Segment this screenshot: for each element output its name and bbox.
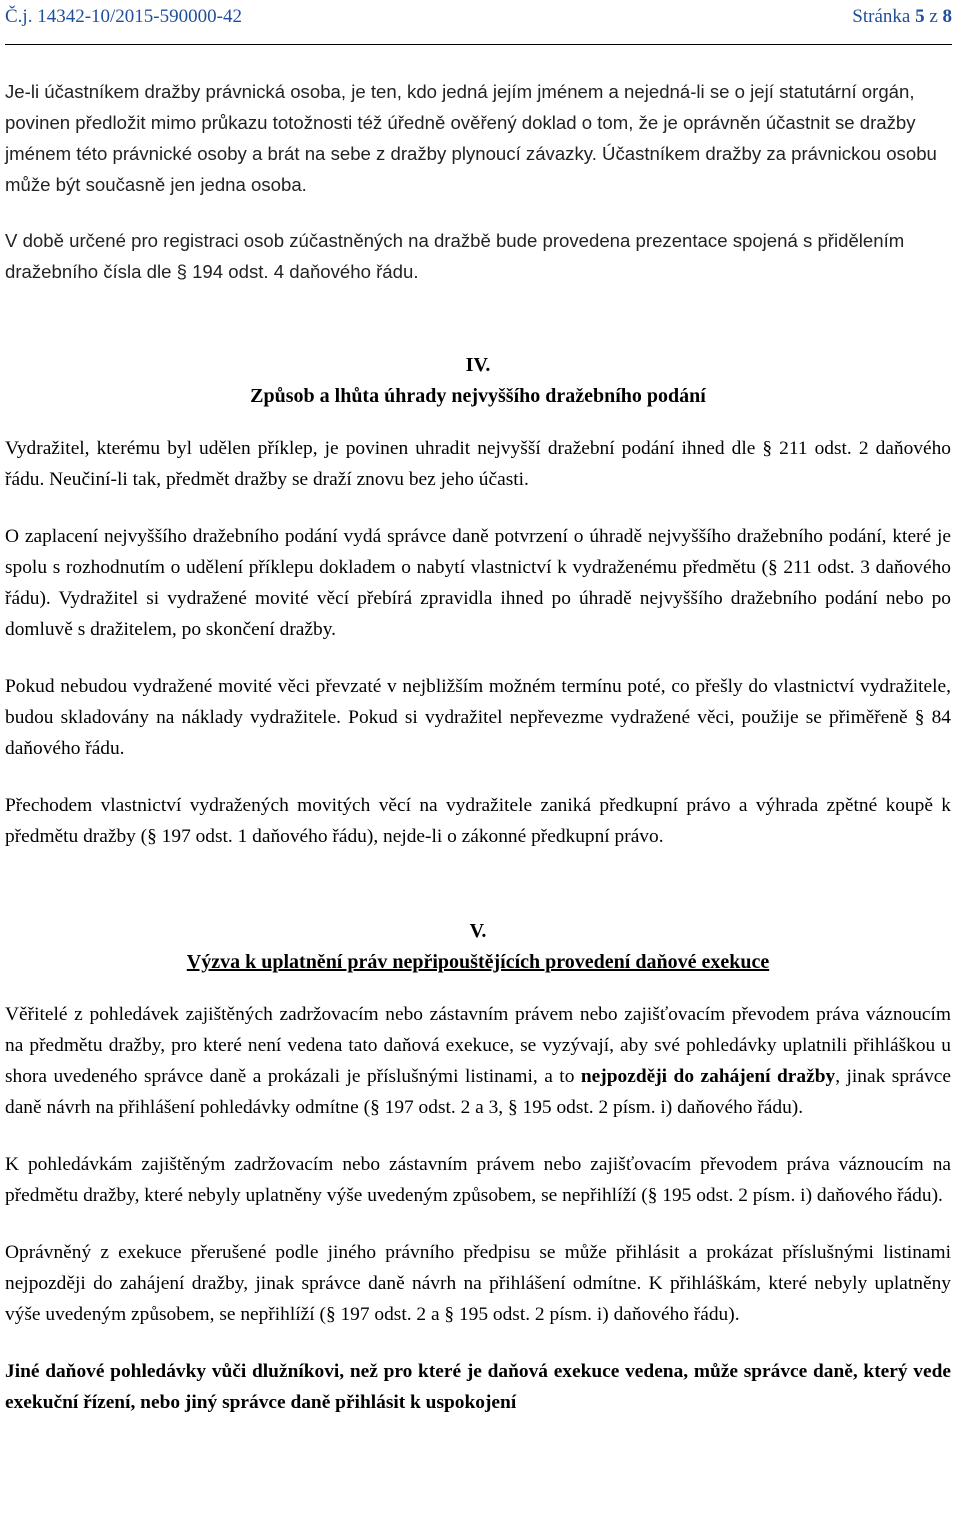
paragraph-interrupted-execution: Oprávněný z exekuce přerušené podle jiného právního předpisu se může přihlásit a prokázat příslušnými listinami nejpozději do zahájení dražby, jinak správce daně návrh na přihlášení odmítne. K přihláškám, které nebyly uplatněny výše uvedeným způsobem, se nepřihlíží (§ 197 odst. 2 a § 195 odst. 2 písm. i) daňového řádu). <box>5 1242 951 1325</box>
paragraph-storage: Pokud nebudou vydražené movité věci převzaté v nejbližším možném termínu poté, co přešly do vlastnictví vydražitele, budou skladovány na náklady vydražitele. Pokud si vydražitel nepřevezme vydražené věci, použije se přiměřeně § 84 daňového řádu. <box>5 676 951 759</box>
paragraph-payment-deadline: Vydražitel, kterému byl udělen příklep, je povinen uhradit nejvyšší dražební podání ihned dle § 211 odst. 2 daňového řádu. Neučiní-li tak, předmět dražby se draží znovu bez jeho účasti. <box>5 438 951 490</box>
page-header <box>5 0 952 45</box>
section-v-number: V. <box>469 920 487 942</box>
section-v-title: Výzva k uplatnění práv nepřipouštějících provedení daňové exekuce <box>186 951 770 973</box>
page-label: Stránka <box>852 6 916 27</box>
page-of-label: z <box>924 6 943 27</box>
paragraph-registration: V době určené pro registraci osob zúčastněných na dražbě bude provedena prezentace spojená s přidělením dražebního čísla dle § 194 odst. 4 daňového řádu. <box>5 230 905 282</box>
document-body <box>5 76 951 1418</box>
deadline-emphasis: nejpozději do zahájení dražby <box>580 1066 836 1087</box>
document-reference: Č.j. 14342-10/2015-590000-42 <box>5 6 242 27</box>
page-total: 8 <box>942 6 952 27</box>
page-number: 5 <box>915 6 925 27</box>
section-v-heading <box>5 916 951 978</box>
paragraph-other-tax-claims: Jiné daňové pohledávky vůči dlužníkovi, než pro které je daňová exekuce vedena, může správce daně, který vede exekuční řízení, nebo jiný správce daně přihlásit k uspokojení <box>5 1361 951 1413</box>
page-indicator <box>852 6 952 28</box>
paragraph-secured-claims: K pohledávkám zajištěným zadržovacím nebo zástavním právem nebo zajišťovacím převodem práva váznoucím na předmětu dražby, které nebyly uplatněny výše uvedeným způsobem, se nepřihlíží (§ 195 odst. 2 písm. i) daňového řádu). <box>5 1154 951 1206</box>
paragraph-creditors-call: Věřitelé z pohledávek zajištěných zadržovacím nebo zástavním právem nebo zajišťovacím převodem práva váznoucím na předmětu dražby, pro které není vedena tato daňová exekuce, se vyzývají, aby své pohledávky uplatnili přihláškou u shora uvedeného správce daně a prokázali je příslušnými listinami, a to nejpozději do zahájení dražby, jinak správce daně návrh na přihlášení pohledávky odmítne (§ 197 odst. 2 a 3, § 195 odst. 2 písm. i) daňového řádu). <box>5 1004 951 1118</box>
section-iv-heading <box>5 350 951 412</box>
section-iv-number: IV. <box>465 354 491 376</box>
paragraph-payment-confirmation: O zaplacení nejvyššího dražebního podání vydá správce daně potvrzení o úhradě nejvyššího dražebního podání, které je spolu s rozhodnutím o udělení příklepu dokladem o nabytí vlastnictví k vydraženému předmětu (§ 211 odst. 3 daňového řádu). Vydražitel si vydražené movité věcí přebírá zpravidla ihned po úhradě nejvyššího dražebního podání nebo po domluvě s dražitelem, po skončení dražby. <box>5 526 951 640</box>
section-iv-title: Způsob a lhůta úhrady nejvyššího dražebního podání <box>250 385 706 407</box>
paragraph-legal-entity: Je-li účastníkem dražby právnická osoba, je ten, kdo jedná jejím jménem a nejedná-li se o její statutární orgán, povinen předložit mimo průkazu totožnosti též úředně ověřený doklad o tom, že je oprávněn účastnit se dražby jménem této právnické osoby a brát na sebe z dražby plynoucí závazky. Účastníkem dražby za právnickou osobu může být současně jen jedna osoba. <box>5 81 937 195</box>
paragraph-preemption: Přechodem vlastnictví vydražených movitých věcí na vydražitele zaniká předkupní právo a výhrada zpětné koupě k předmětu dražby (§ 197 odst. 1 daňového řádu), nejde-li o zákonné předkupní právo. <box>5 795 951 847</box>
